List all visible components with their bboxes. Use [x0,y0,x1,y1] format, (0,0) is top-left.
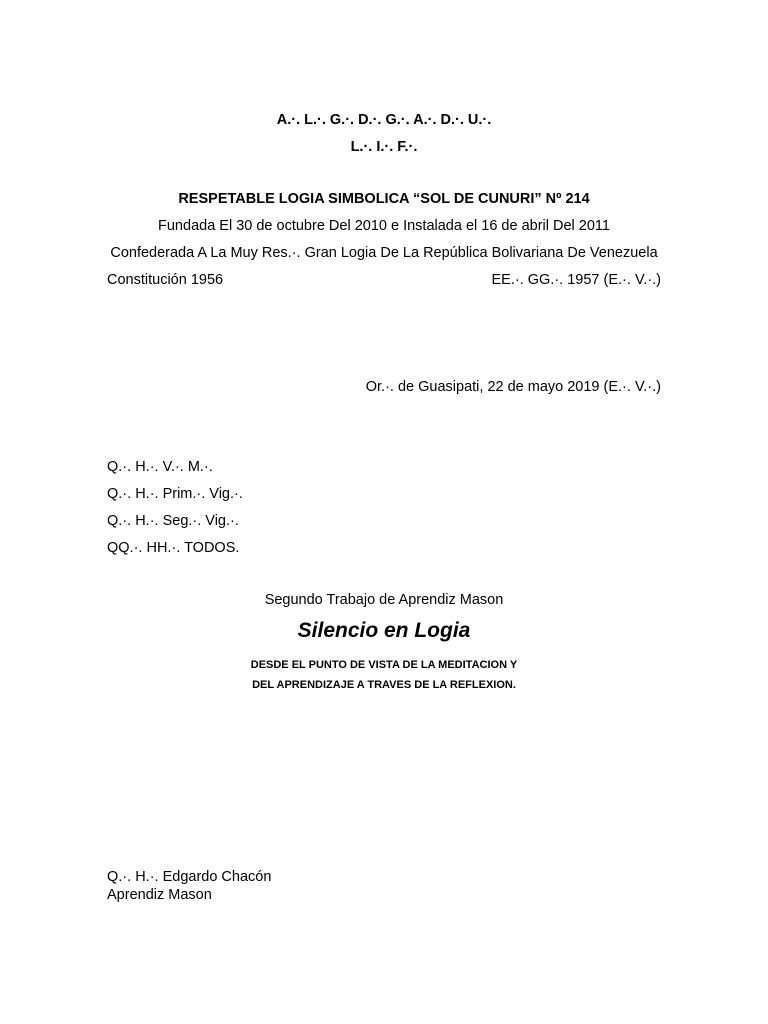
salutation-line: Q.·. H.·. Prim.·. Vig.·. [107,486,243,502]
lodge-statutes: EE.·. GG.·. 1957 (E.·. V.·.) [491,272,661,288]
lodge-founded: Fundada El 30 de octubre Del 2010 e Instalada el 16 de abril Del 2011 [158,218,610,234]
salutation-line: Q.·. H.·. V.·. M.·. [107,459,213,475]
salutation-line: Q.·. H.·. Seg.·. Vig.·. [107,513,239,529]
work-title: Silencio en Logia [297,619,471,642]
lodge-name: RESPETABLE LOGIA SIMBOLICA “SOL DE CUNURI” Nº 214 [178,191,590,207]
work-description-line-2: DEL APRENDIZAJE A TRAVES DE LA REFLEXION. [252,679,516,691]
work-description-line-1: DESDE EL PUNTO DE VISTA DE LA MEDITACION Y [250,659,518,671]
invocation-line-1: A.·. L.·. G.·. D.·. G.·. A.·. D.·. U.·. [276,112,492,128]
place-date: Or.·. de Guasipati, 22 de mayo 2019 (E.·. V.·.) [365,379,661,395]
author-role: Aprendiz Mason [107,887,212,903]
work-subtitle: Segundo Trabajo de Aprendiz Mason [264,592,504,608]
salutation-line: QQ.·. HH.·. TODOS. [107,540,240,556]
author-name: Q.·. H.·. Edgardo Chacón [107,869,272,885]
lodge-confederation: Confederada A La Muy Res.·. Gran Logia De La República Bolivariana De Venezuela [110,245,658,261]
invocation-line-2: L.·. I.·. F.·. [350,139,418,155]
lodge-constitution: Constitución 1956 [107,272,224,288]
